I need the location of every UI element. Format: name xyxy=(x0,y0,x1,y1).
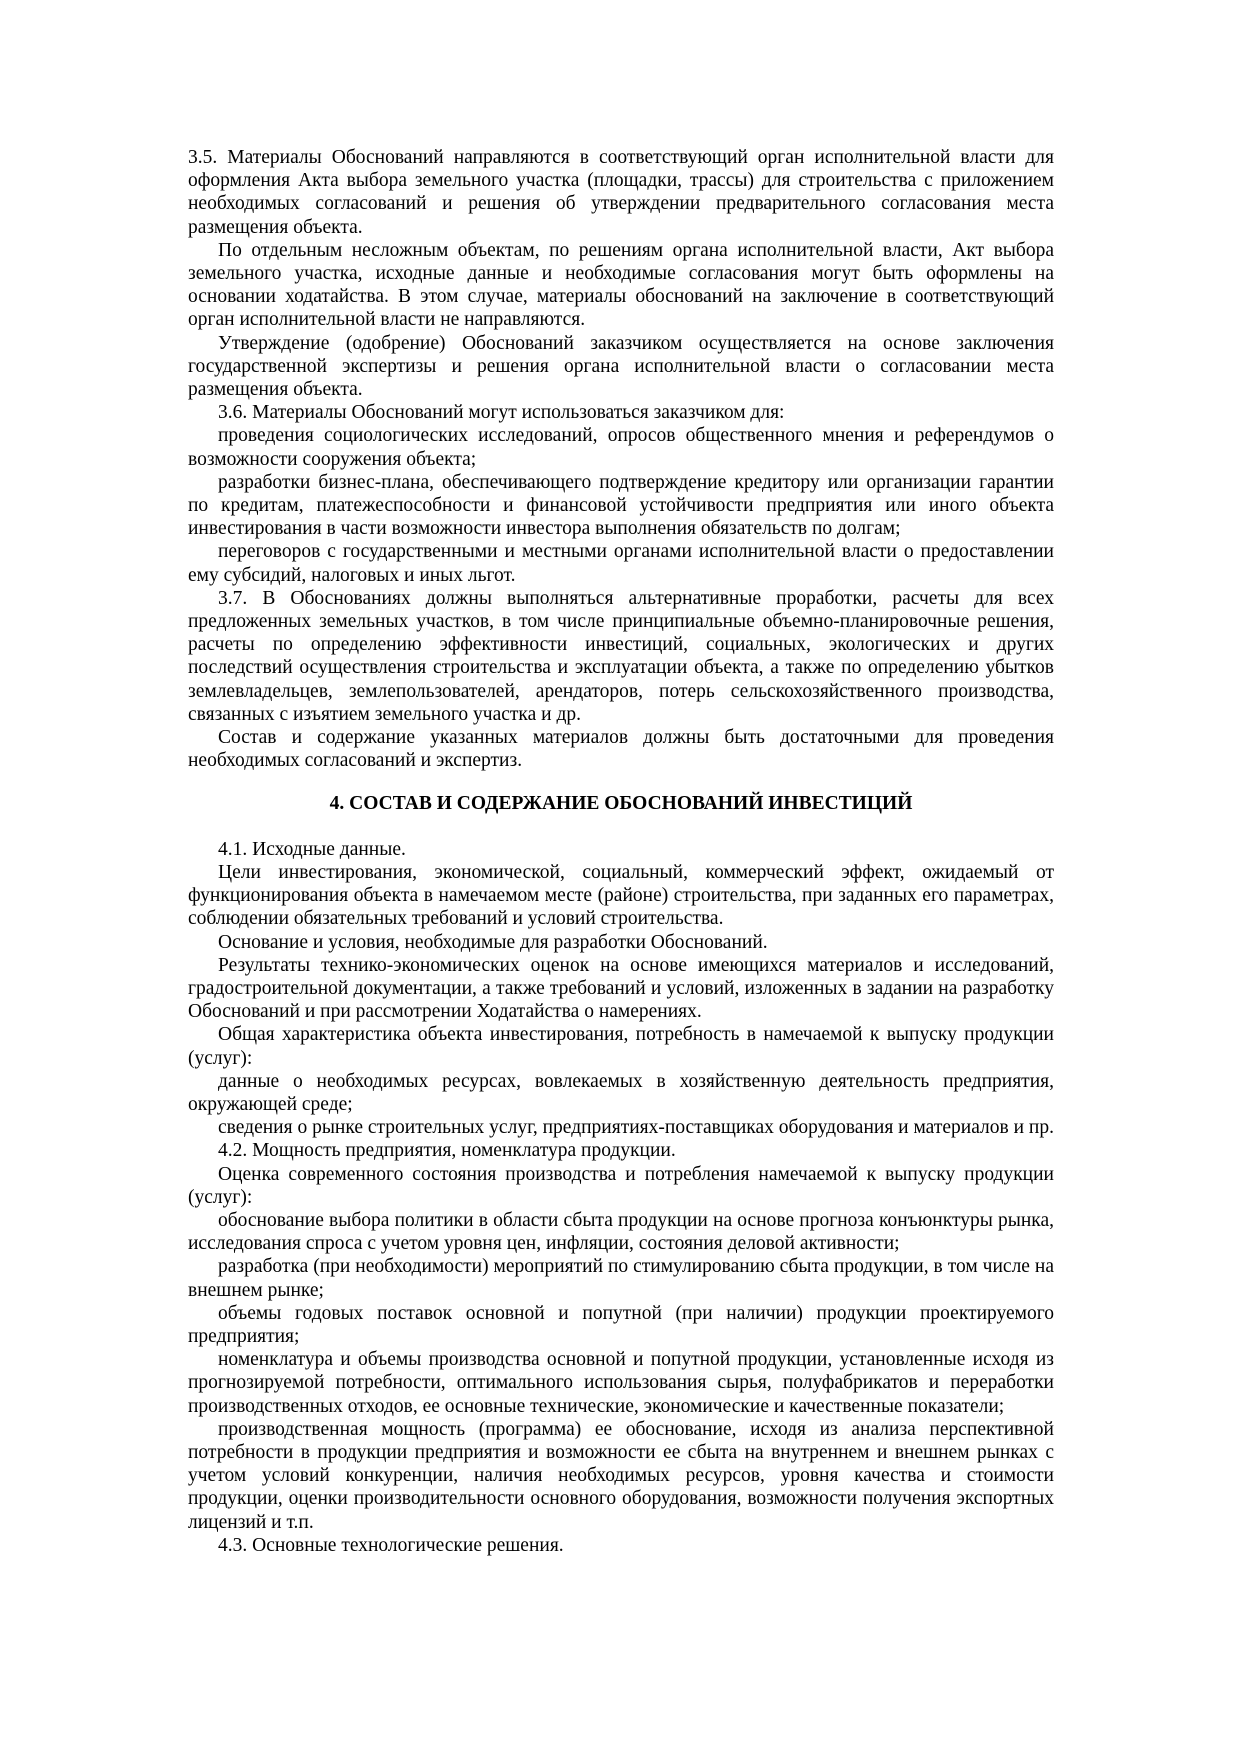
list-item: проведения социологических исследований, опросов общественного мнения и референдумов о возможности сооружения объекта; xyxy=(188,425,1054,470)
paragraph: Цели инвестирования, экономической, социальный, коммерческий эффект, ожидаемый от функционирования объекта в намечаемом месте (районе) строительства, при заданных его параметрах, соблюдении обязательных требований и условий строительства. xyxy=(188,861,1054,930)
section-heading: 4. СОСТАВ И СОДЕРЖАНИЕ ОБОСНОВАНИЙ ИНВЕСТИЦИЙ xyxy=(329,793,913,815)
paragraph-4-1: 4.1. Исходные данные. xyxy=(218,838,406,860)
list-item: данные о необходимых ресурсах, вовлекаемых в хозяйственную деятельность предприятия, окружающей среде; xyxy=(188,1070,1054,1115)
list-item: разработка (при необходимости) мероприятий по стимулированию сбыта продукции, в том числе на внешнем рынке; xyxy=(188,1256,1054,1301)
paragraph: Общая характеристика объекта инвестирования, потребность в намечаемой к выпуску продукции (услуг): xyxy=(188,1024,1054,1069)
list-item: сведения о рынке строительных услуг, предприятиях-поставщиках оборудования и материалов и пр. xyxy=(218,1117,1054,1139)
paragraph: Основание и условия, необходимые для разработки Обоснований. xyxy=(218,931,768,953)
paragraph-4-3: 4.3. Основные технологические решения. xyxy=(218,1534,564,1556)
document-page xyxy=(188,146,1054,1557)
paragraph-3-7: 3.7. В Обоснованиях должны выполняться альтернативные проработки, расчеты для всех предложенных земельных участков, в том числе принципиальные объемно-планировочные решения, расчеты по определению эффективности инвестиций, социальных, экологических и других последствий осуществления строительства и эксплуатации объекта, а также по определению убытков землевладельцев, землепользователей, арендаторов, потерь сельскохозяйственного производства, связанных с изъятием земельного участка и др. xyxy=(188,587,1054,725)
paragraph: Состав и содержание указанных материалов должны быть достаточными для проведения необходимых согласований и экспертиз. xyxy=(188,727,1054,772)
list-item: производственная мощность (программа) ее обоснование, исходя из анализа перспективной потребности в продукции предприятия и возможности ее сбыта на внутреннем и внешнем рынках с учетом условий конкуренции, наличия необходимых ресурсов, уровня качества и стоимости продукции, оценки производительности основного оборудования, возможности получения экспортных лицензий и т.п. xyxy=(188,1418,1054,1533)
list-item: обоснование выбора политики в области сбыта продукции на основе прогноза конъюнктуры рынка, исследования спроса с учетом уровня цен, инфляции, состояния деловой активности; xyxy=(188,1209,1054,1255)
list-item: разработки бизнес-плана, обеспечивающего подтверждение кредитору или организации гарантии по кредитам, платежеспособности и финансовой устойчивости предприятия или иного объекта инвестирования в части возможности инвестора выполнения обязательств по долгам; xyxy=(188,471,1054,540)
paragraph: Оценка современного состояния производства и потребления намечаемой к выпуску продукции (услуг): xyxy=(188,1163,1054,1208)
paragraph-3-5: 3.5. Материалы Обоснований направляются в соответствующий орган исполнительной власти для оформления Акта выбора земельного участка (площадки, трассы) для строительства с приложением необходимых согласований и решения об утверждении предварительного согласования места размещения объекта. xyxy=(188,147,1054,238)
paragraph: По отдельным несложным объектам, по решениям органа исполнительной власти, Акт выбора земельного участка, исходные данные и необходимые согласования могут быть оформлены на основании ходатайства. В этом случае, материалы обоснований на заключение в соответствующий орган исполнительной власти не направляются. xyxy=(188,239,1054,331)
list-item: переговоров с государственными и местными органами исполнительной власти о предоставлении ему субсидий, налоговых и иных льгот. xyxy=(188,541,1054,586)
paragraph-4-2: 4.2. Мощность предприятия, номенклатура продукции. xyxy=(218,1140,676,1162)
paragraph: Результаты технико-экономических оценок на основе имеющихся материалов и исследований, градостроительной документации, а также требований и условий, изложенных в задании на разработку Обоснований и при рассмотрении Ходатайства о намерениях. xyxy=(188,954,1054,1023)
paragraph: Утверждение (одобрение) Обоснований заказчиком осуществляется на основе заключения государственной экспертизы и решения органа исполнительной власти о согласовании места размещения объекта. xyxy=(188,332,1054,401)
paragraph-3-6: 3.6. Материалы Обоснований могут использоваться заказчиком для: xyxy=(218,402,785,424)
list-item: номенклатура и объемы производства основной и попутной продукции, установленные исходя из прогнозируемой потребности, оптимального использования сырья, полуфабрикатов и переработки производственных отходов, ее основные технические, экономические и качественные показатели; xyxy=(188,1349,1054,1417)
list-item: объемы годовых поставок основной и попутной (при наличии) продукции проектируемого предприятия; xyxy=(188,1302,1054,1347)
